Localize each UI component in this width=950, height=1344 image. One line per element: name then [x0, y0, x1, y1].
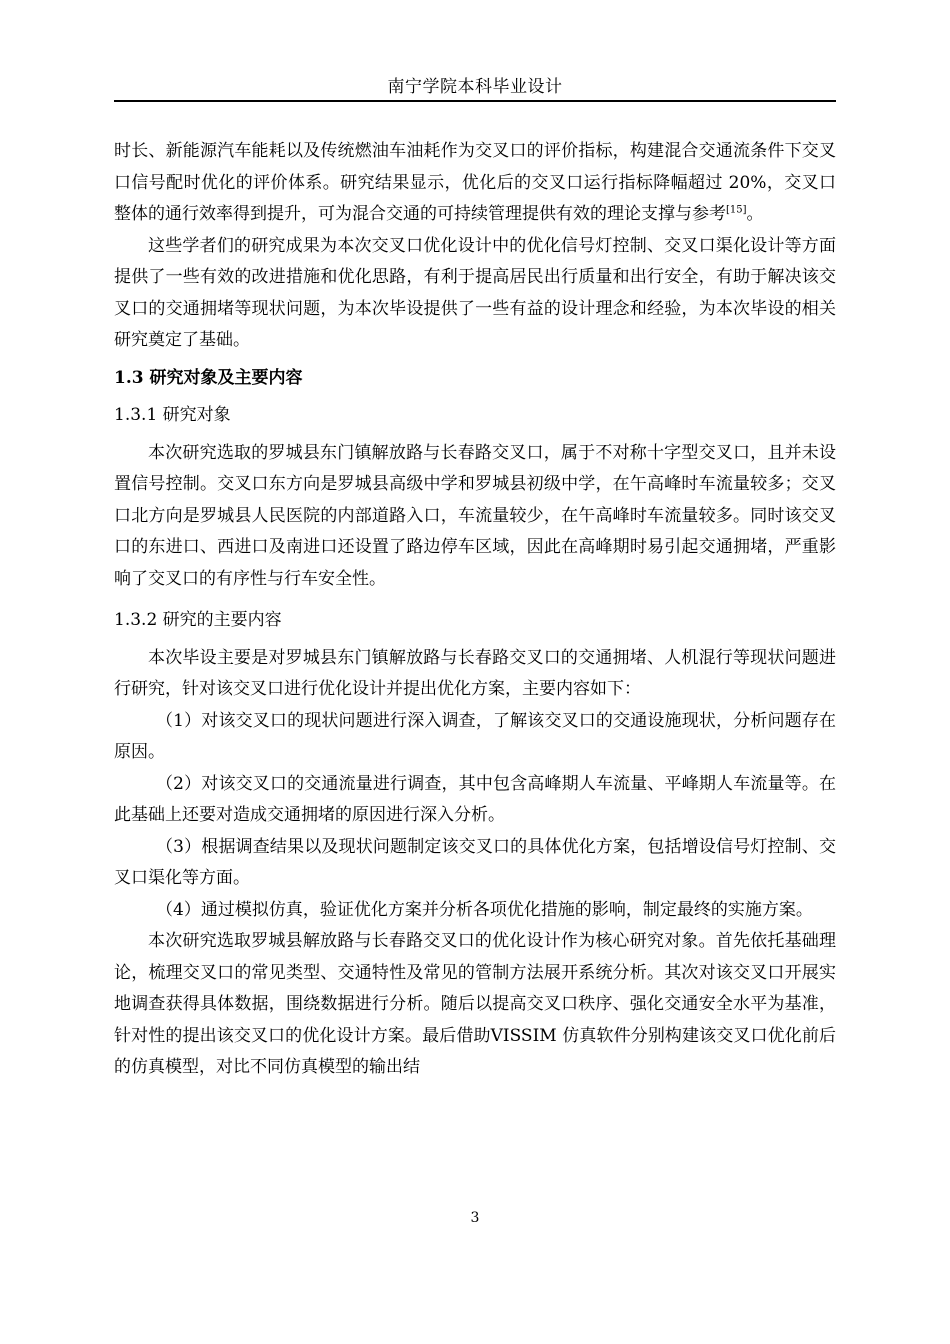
paragraph-text: 时长、新能源汽车能耗以及传统燃油车油耗作为交叉口的评价指标，构建混合交通流条件下交叉口信号配时优化的评价体系。研究结果显示，优化后的交叉口运行指标降幅超过 20%，交叉口整体的通行效率得到提升，可为混合交通的可持续管理提供有效的理论支撑与参考	[114, 141, 836, 224]
citation-ref[interactable]: [15]	[726, 204, 747, 216]
list-item: （4）通过模拟仿真，验证优化方案并分析各项优化措施的影响，制定最终的实施方案。	[156, 899, 813, 920]
paragraph-continued	[114, 136, 836, 231]
section-heading-1-3: 1.3 研究对象及主要内容	[114, 367, 303, 388]
paragraph-research-summary: 这些学者们的研究成果为本次交叉口优化设计中的优化信号灯控制、交叉口渠化设计等方面提供了一些有效的改进措施和优化思路，有利于提高居民出行质量和出行安全，有助于解决该交叉口的交通拥堵等现状问题，为本次毕设提供了一些有益的设计理念和经验，为本次毕设的相关研究奠定了基础。	[114, 235, 836, 350]
paragraph-research-object: 本次研究选取的罗城县东门镇解放路与长春路交叉口，属于不对称十字型交叉口，且并未设置信号控制。交叉口东方向是罗城县高级中学和罗城县初级中学，在午高峰时车流量较多；交叉口北方向是罗城县人民医院的内部道路入口，车流量较少，在午高峰时车流量较多。同时该交叉口的东进口、西进口及南进口还设置了路边停车区域，因此在高峰期时易引起交通拥堵，严重影响了交叉口的有序性与行车安全性。	[114, 442, 836, 589]
page-number: 3	[470, 1210, 480, 1226]
paragraph-main-content-intro: 本次毕设主要是对罗城县东门镇解放路与长春路交叉口的交通拥堵、人机混行等现状问题进行研究，针对该交叉口进行优化设计并提出优化方案，主要内容如下：	[114, 647, 836, 699]
subsection-heading-1-3-1: 1.3.1 研究对象	[114, 405, 231, 425]
list-item: （1）对该交叉口的现状问题进行深入调查，了解该交叉口的交通设施现状，分析问题存在原因。	[114, 710, 836, 762]
paragraph-end: 。	[746, 204, 764, 224]
header-divider	[114, 100, 836, 102]
page-body	[114, 136, 836, 1084]
list-item: （2）对该交叉口的交通流量进行调查，其中包含高峰期人车流量、平峰期人车流量等。在此基础上还要对造成交通拥堵的原因进行深入分析。	[114, 773, 836, 825]
paragraph-research-approach: 本次研究选取罗城县解放路与长春路交叉口的优化设计作为核心研究对象。首先依托基础理论，梳理交叉口的常见类型、交通特性及常见的管制方法展开系统分析。其次对该交叉口开展实地调查获得具体数据，围绕数据进行分析。随后以提高交叉口秩序、强化交通安全水平为基准，针对性的提出该交叉口的优化设计方案。最后借助VISSIM 仿真软件分别构建该交叉口优化前后的仿真模型，对比不同仿真模型的输出结	[114, 931, 836, 1077]
subsection-heading-1-3-2: 1.3.2 研究的主要内容	[114, 610, 282, 630]
list-item: （3）根据调查结果以及现状问题制定该交叉口的具体优化方案，包括增设信号灯控制、交叉口渠化等方面。	[114, 836, 836, 888]
running-header: 南宁学院本科毕业设计	[387, 77, 563, 97]
